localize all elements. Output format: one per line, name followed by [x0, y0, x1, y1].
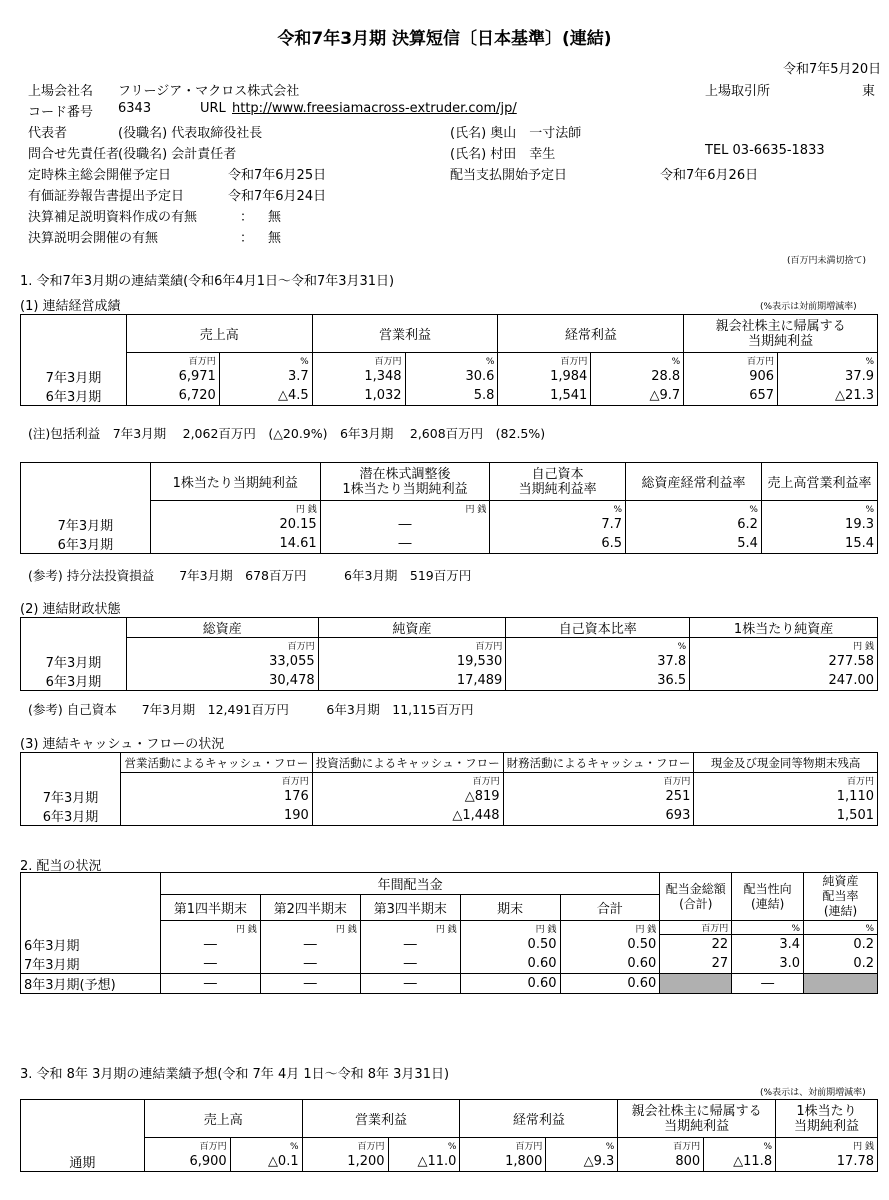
briefing-value: 無 [268, 231, 282, 246]
cell: 22 [660, 935, 732, 954]
unit-label: 百万円 [302, 1138, 388, 1152]
cf-corner [21, 753, 121, 773]
row-label: 7年3月期 [21, 367, 127, 386]
table-row [21, 973, 878, 993]
table-row [21, 534, 878, 554]
cell: ― [732, 973, 804, 993]
cell: 14.61 [150, 534, 320, 554]
unit-label: % [546, 1138, 618, 1152]
div-ratio-header: 純資産 配当率 (連結) [804, 873, 878, 921]
cell: ― [360, 954, 460, 974]
cell: 0.60 [460, 954, 560, 974]
div-corner [21, 873, 161, 921]
unit-label: 円 銭 [150, 501, 320, 515]
cf-header: 投資活動によるキャッシュ・フロー [312, 753, 503, 773]
report-submit-date: 令和7年6月24日 [228, 189, 327, 204]
unit-label: 百万円 [120, 773, 312, 787]
exchange-label: 上場取引所 [705, 84, 771, 99]
report-date: 令和7年5月20日 [783, 62, 882, 77]
unit-label: % [230, 1138, 302, 1152]
cell: ― [320, 515, 490, 534]
cell: ― [260, 973, 360, 993]
rep-name: (氏名) 奥山 一寸法師 [450, 126, 582, 141]
cell: △11.0 [388, 1152, 460, 1172]
gray-cell [804, 973, 878, 993]
code-label: コード番号 [28, 105, 94, 120]
unit-label: % [761, 501, 877, 515]
unit-label: % [490, 501, 626, 515]
cell: △0.1 [230, 1152, 302, 1172]
page-title: 令和7年3月期 決算短信〔日本基準〕(連結) [277, 29, 612, 49]
fc-header: 1株当たり 当期純利益 [776, 1100, 878, 1138]
cell: 6.5 [490, 534, 626, 554]
unit-label: 円 銭 [160, 921, 260, 935]
contact-label: 問合せ先責任者 [28, 147, 120, 162]
cell: 37.9 [778, 367, 878, 386]
fin-corner [21, 618, 127, 638]
unit-label: % [591, 353, 684, 367]
cell: 27 [660, 954, 732, 974]
unit-label: 百万円 [126, 353, 219, 367]
cell: ― [260, 954, 360, 974]
cell: △9.3 [546, 1152, 618, 1172]
cell: 19.3 [761, 515, 877, 534]
table-row [21, 954, 878, 974]
cell: 3.7 [219, 367, 312, 386]
row-label: 8年3月期(予想) [21, 973, 161, 993]
ratio-header: 売上高営業利益率 [761, 463, 877, 501]
unit-label: 円 銭 [360, 921, 460, 935]
contact-tel: TEL 03-6635-1833 [705, 143, 825, 158]
unit-label: 百万円 [618, 1138, 704, 1152]
unit-label: 円 銭 [260, 921, 360, 935]
cell: 6.2 [626, 515, 762, 534]
cell: 1,348 [312, 367, 405, 386]
cell: 190 [120, 806, 312, 826]
row-label: 7年3月期 [21, 652, 127, 671]
cell: ― [160, 954, 260, 974]
cell: 0.60 [460, 973, 560, 993]
rep-title: (役職名) 代表取締役社長 [118, 126, 263, 141]
unit-label: 円 銭 [560, 921, 660, 935]
code-value: 6343 [118, 101, 152, 116]
cf-header: 営業活動によるキャッシュ・フロー [120, 753, 312, 773]
ratio-header: 潜在株式調整後 1株当たり当期純利益 [320, 463, 490, 501]
div-q1-header: 第1四半期末 [160, 895, 260, 921]
results-corner [21, 315, 127, 353]
cell: ― [320, 534, 490, 554]
cell: 30.6 [405, 367, 498, 386]
cell: △21.3 [778, 386, 878, 406]
pct-note: (%表示は対前期増減率) [760, 302, 857, 312]
cell: 0.60 [560, 973, 660, 993]
cell: 33,055 [126, 652, 318, 671]
table-row [21, 787, 878, 806]
unit-label: 百万円 [318, 638, 506, 652]
cell: 1,800 [460, 1152, 546, 1172]
unit-label: % [626, 501, 762, 515]
report-label: 有価証券報告書提出予定日 [28, 189, 185, 204]
cell: ― [360, 935, 460, 954]
cell: 30,478 [126, 671, 318, 691]
cell: 36.5 [506, 671, 690, 691]
cell: 0.60 [560, 954, 660, 974]
div-start-date: 令和7年6月26日 [660, 168, 759, 183]
cell: 277.58 [690, 652, 878, 671]
cell: 657 [684, 386, 778, 406]
cf-header: 財務活動によるキャッシュ・フロー [503, 753, 694, 773]
cell: ― [160, 973, 260, 993]
url-label: URL [200, 101, 226, 116]
company-url-link[interactable]: http://www.freesiamacross-extruder.com/jp/ [232, 101, 517, 116]
company-name: フリージア・マクロス株式会社 [118, 84, 300, 99]
row-label: 7年3月期 [21, 787, 121, 806]
section1-sub3: (3) 連結キャッシュ・フローの状況 [20, 737, 225, 752]
cell: 1,541 [498, 386, 591, 406]
ratio-corner [21, 463, 151, 501]
unit-label: % [704, 1138, 776, 1152]
table-row [21, 515, 878, 534]
own-capital-note: (参考) 自己資本 7年3月期 12,491百万円 6年3月期 11,115百万円 [28, 702, 474, 717]
cell: 6,720 [126, 386, 219, 406]
row-label: 6年3月期 [21, 671, 127, 691]
briefing-colon: ： [240, 231, 254, 246]
row-label: 6年3月期 [21, 806, 121, 826]
unit-label: % [405, 353, 498, 367]
row-label: 通期 [21, 1152, 145, 1172]
cell: 800 [618, 1152, 704, 1172]
unit-label: 百万円 [498, 353, 591, 367]
unit-label: % [219, 353, 312, 367]
fin-header: 1株当たり純資産 [690, 618, 878, 638]
cell: 15.4 [761, 534, 877, 554]
div-total-header: 配当金総額 (合計) [660, 873, 732, 921]
cell: 0.50 [560, 935, 660, 954]
section1-sub2: (2) 連結財政状態 [20, 602, 121, 617]
unit-label: % [506, 638, 690, 652]
contact-name: (氏名) 村田 幸生 [450, 147, 556, 162]
results-header-sales: 売上高 [126, 315, 312, 353]
unit-label: % [732, 921, 804, 935]
cell: 5.8 [405, 386, 498, 406]
cell: 1,200 [302, 1152, 388, 1172]
forecast-table [20, 1099, 878, 1172]
cell: 0.50 [460, 935, 560, 954]
section3-heading: 3. 令和 8年 3月期の連結業績予想(令和 7年 4月 1日～令和 8年 3月31日) [20, 1067, 450, 1082]
cashflow-table [20, 752, 878, 826]
briefing-label: 決算説明会開催の有無 [28, 231, 159, 246]
unit-label: 百万円 [126, 638, 318, 652]
unit-label: 円 銭 [776, 1138, 878, 1152]
cell: 906 [684, 367, 778, 386]
cell: 1,501 [694, 806, 878, 826]
cell: 247.00 [690, 671, 878, 691]
fc-header: 営業利益 [302, 1100, 460, 1138]
cell: ― [160, 935, 260, 954]
cell: 1,984 [498, 367, 591, 386]
row-label: 6年3月期 [21, 534, 151, 554]
unit-label: 百万円 [460, 1138, 546, 1152]
financial-table [20, 617, 878, 691]
table-row [21, 1152, 878, 1172]
cell: 693 [503, 806, 694, 826]
cf-header: 現金及び現金同等物期末残高 [694, 753, 878, 773]
cell: △11.8 [704, 1152, 776, 1172]
unit-label: 円 銭 [460, 921, 560, 935]
unit-label: 百万円 [684, 353, 778, 367]
unit-label: 百万円 [503, 773, 694, 787]
unit-label: 百万円 [144, 1138, 230, 1152]
results-header-ord: 経常利益 [498, 315, 684, 353]
row-label: 6年3月期 [21, 935, 161, 954]
cell: 6,900 [144, 1152, 230, 1172]
table-row [21, 806, 878, 826]
ratio-table [20, 462, 878, 554]
div-end-header: 期末 [460, 895, 560, 921]
fin-header: 自己資本比率 [506, 618, 690, 638]
fin-header: 総資産 [126, 618, 318, 638]
cell: 3.0 [732, 954, 804, 974]
row-label: 7年3月期 [21, 954, 161, 974]
ratio-header: 1株当たり当期純利益 [150, 463, 320, 501]
cell: 3.4 [732, 935, 804, 954]
agm-date: 令和7年6月25日 [228, 168, 327, 183]
cell: △819 [312, 787, 503, 806]
table-row [21, 367, 878, 386]
cell: 17,489 [318, 671, 506, 691]
gray-cell [660, 973, 732, 993]
ratio-header: 自己資本 当期純利益率 [490, 463, 626, 501]
results-table [20, 314, 878, 406]
company-label: 上場会社名 [28, 84, 94, 99]
supp-value: 無 [268, 210, 282, 225]
cell: 7.7 [490, 515, 626, 534]
rounding-note: (百万円未満切捨て) [787, 256, 867, 266]
results-header-net: 親会社株主に帰属する 当期純利益 [684, 315, 878, 353]
comprehensive-income: (注)包括利益 7年3月期 2,062百万円 (△20.9%) 6年3月期 2,608百万円 (82.5%) [28, 426, 546, 441]
cell: ― [260, 935, 360, 954]
div-start-label: 配当支払開始予定日 [450, 168, 568, 183]
table-row [21, 671, 878, 691]
results-header-op: 営業利益 [312, 315, 498, 353]
unit-label: 百万円 [660, 921, 732, 935]
unit-label: 百万円 [694, 773, 878, 787]
exchange-value: 東 [862, 84, 876, 99]
cell: 1,110 [694, 787, 878, 806]
cell: 37.8 [506, 652, 690, 671]
cell: 20.15 [150, 515, 320, 534]
cell: 6,971 [126, 367, 219, 386]
supp-label: 決算補足説明資料作成の有無 [28, 210, 198, 225]
table-row [21, 935, 878, 954]
div-annual-header: 年間配当金 [160, 873, 659, 895]
div-payout-header: 配当性向 (連結) [732, 873, 804, 921]
cell: ― [360, 973, 460, 993]
cell: 17.78 [776, 1152, 878, 1172]
cell: 28.8 [591, 367, 684, 386]
fc-header: 経常利益 [460, 1100, 618, 1138]
fc-header: 親会社株主に帰属する 当期純利益 [618, 1100, 776, 1138]
cell: 0.2 [804, 954, 878, 974]
row-label: 6年3月期 [21, 386, 127, 406]
fc-corner [21, 1100, 145, 1138]
cell: △1,448 [312, 806, 503, 826]
equity-method-note: (参考) 持分法投資損益 7年3月期 678百万円 6年3月期 519百万円 [28, 568, 472, 583]
section1-sub1: (1) 連結経営成績 [20, 299, 121, 314]
div-sum-header: 合計 [560, 895, 660, 921]
ratio-header: 総資産経常利益率 [626, 463, 762, 501]
contact-title: (役職名) 会計責任者 [118, 147, 237, 162]
unit-label: % [388, 1138, 460, 1152]
cell: 1,032 [312, 386, 405, 406]
unit-label: % [804, 921, 878, 935]
unit-label: 百万円 [312, 773, 503, 787]
cell: △4.5 [219, 386, 312, 406]
cell: 176 [120, 787, 312, 806]
unit-label: % [778, 353, 878, 367]
cell: 251 [503, 787, 694, 806]
unit-label: 円 銭 [690, 638, 878, 652]
forecast-pct-note: (%表示は、対前期増減率) [760, 1088, 866, 1098]
supp-colon: ： [240, 210, 254, 225]
rep-label: 代表者 [28, 126, 68, 141]
cell: 5.4 [626, 534, 762, 554]
cell: 19,530 [318, 652, 506, 671]
div-q2-header: 第2四半期末 [260, 895, 360, 921]
section1-heading: 1. 令和7年3月期の連結業績(令和6年4月1日～令和7年3月31日) [20, 274, 395, 289]
agm-label: 定時株主総会開催予定日 [28, 168, 172, 183]
cell: △9.7 [591, 386, 684, 406]
fin-header: 純資産 [318, 618, 506, 638]
row-label: 7年3月期 [21, 515, 151, 534]
div-q3-header: 第3四半期末 [360, 895, 460, 921]
unit-label: 百万円 [312, 353, 405, 367]
table-row [21, 652, 878, 671]
section2-heading: 2. 配当の状況 [20, 859, 102, 874]
dividend-table [20, 872, 878, 994]
table-row [21, 386, 878, 406]
unit-label: 円 銭 [320, 501, 490, 515]
cell: 0.2 [804, 935, 878, 954]
fc-header: 売上高 [144, 1100, 302, 1138]
